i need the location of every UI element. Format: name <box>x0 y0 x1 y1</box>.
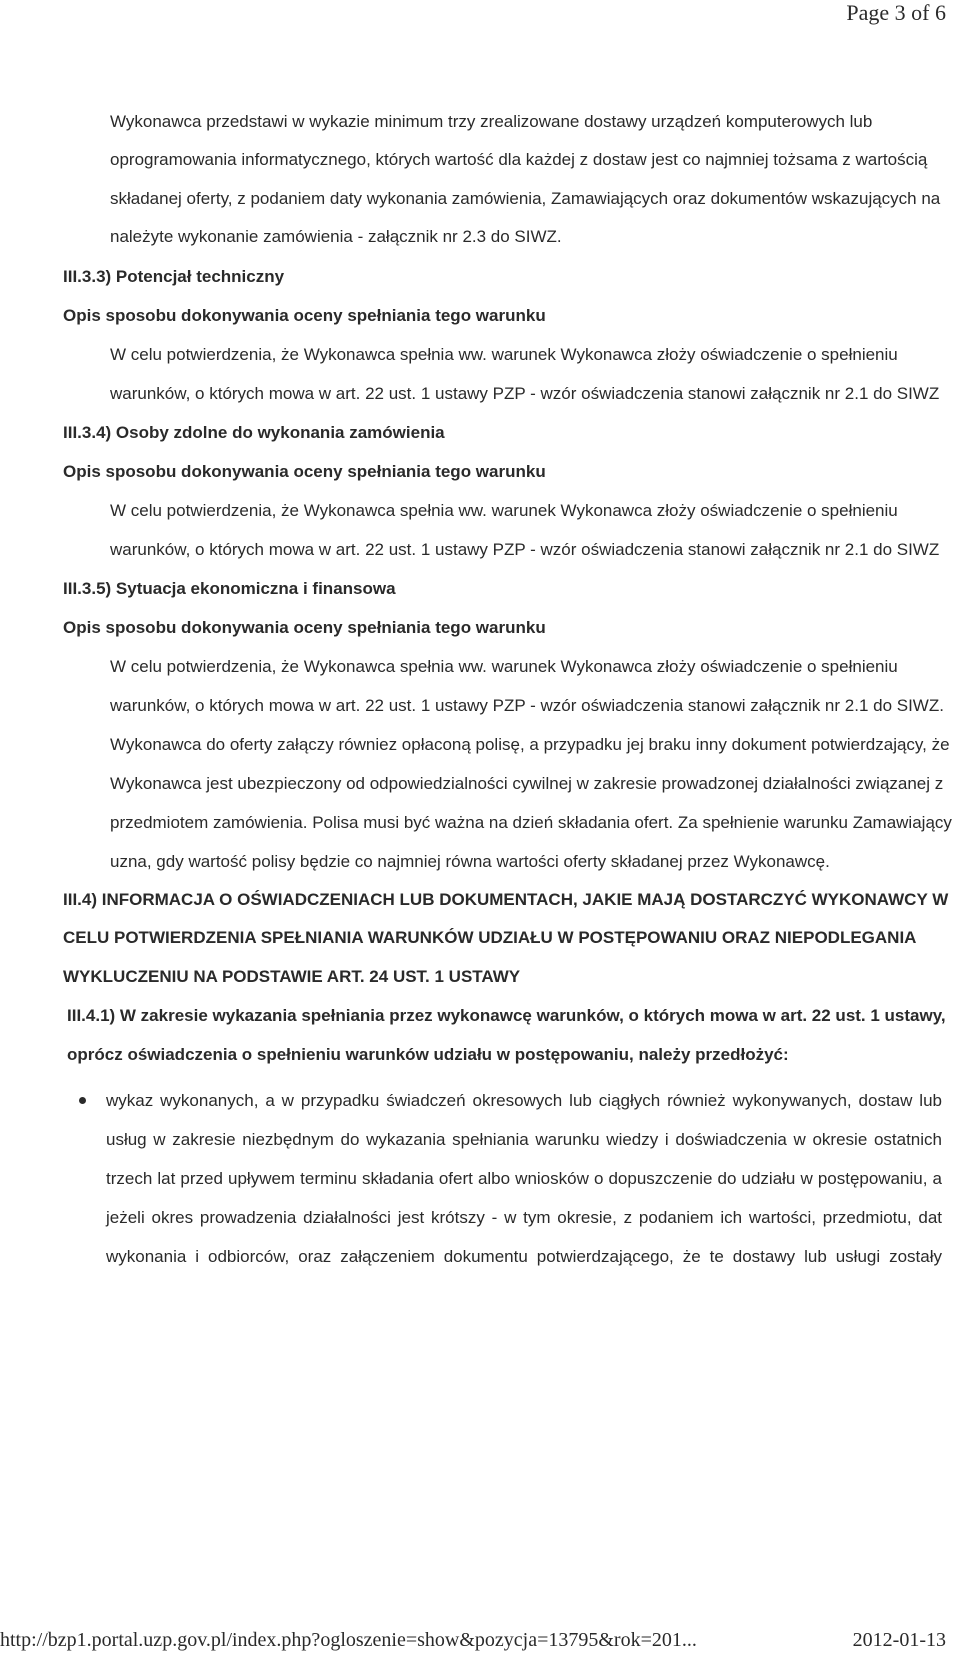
section-heading-iii-3-3: III.3.3) Potencjał techniczny <box>63 266 285 286</box>
section-subheading: Opis sposobu dokonywania oceny spełniania tego warunku <box>63 305 546 325</box>
list-item <box>63 1081 942 1276</box>
intro-paragraph: Wykonawca przedstawi w wykazie minimum trzy zrealizowane dostawy urządzeń komputerowych lub oprogramowania informatycznego, których wartość dla każdej z dostaw jest co najmniej tożsama z wartością składanej oferty, z podaniem daty wykonania zamówienia, Zamawiających oraz dokumentów wskazujących na należyte wykonanie zamówienia - załącznik nr 2.3 do SIWZ. <box>110 112 941 247</box>
section-heading-iii-4: III.4) INFORMACJA O OŚWIADCZENIACH LUB DOKUMENTACH, JAKIE MAJĄ DOSTARCZYĆ WYKONAWCY W CELU POTWIERDZENIA SPEŁNIANIA WARUNKÓW UDZIAŁU W POSTĘPOWANIU ORAZ NIEPODLEGANIA WYKLUCZENIU NA PODSTAWIE ART. 24 UST. 1 USTAWY <box>63 889 949 986</box>
page-number: Page 3 of 6 <box>846 0 946 25</box>
section-paragraph: W celu potwierdzenia, że Wykonawca spełnia ww. warunek Wykonawca złoży oświadczenie o spełnieniu warunków, o których mowa w art. 22 ust. 1 ustawy PZP - wzór oświadczenia stanowi załącznik nr 2.1 do SIWZ. Wykonawca do oferty załączy równiez opłaconą polisę, a przypadku jej braku inny dokument potwierdzający, że Wykonawca jest ubezpieczony od odpowiedzialności cywilnej w zakresie prowadzonej działalności związanej z przedmiotem zamówienia. Polisa musi być ważna na dzień składania ofert. Za spełnienie warunku Zamawiający uzna, gdy wartość polisy będzie co najmniej równa wartości oferty składanej przez Wykonawcę. <box>110 656 952 871</box>
section-heading-iii-3-4: III.3.4) Osoby zdolne do wykonania zamówienia <box>63 422 445 442</box>
list-item-text: wykaz wykonanych, a w przypadku świadczeń okresowych lub ciągłych również wykonywanych, dostaw lub usług w zakresie niezbędnym do wykazania spełniania warunku wiedzy i doświadczenia w okresie ostatnich trzech lat przed upływem terminu składania ofert albo wniosków o dopuszczenie do udziału w postępowaniu, a jeżeli okres prowadzenia działalności jest krótszy - w tym okresie, z podaniem ich wartości, przedmiotu, dat wykonania i odbiorców, oraz załączeniem dokumentu potwierdzającego, że te dostawy lub usługi zostały <box>106 1091 942 1267</box>
section-heading-iii-3-5: III.3.5) Sytuacja ekonomiczna i finansowa <box>63 578 396 598</box>
section-subheading: Opis sposobu dokonywania oceny spełniania tego warunku <box>63 461 546 481</box>
document-body <box>63 103 953 1276</box>
section-paragraph: W celu potwierdzenia, że Wykonawca spełnia ww. warunek Wykonawca złoży oświadczenie o spełnieniu warunków, o których mowa w art. 22 ust. 1 ustawy PZP - wzór oświadczenia stanowi załącznik nr 2.1 do SIWZ <box>110 344 940 403</box>
section-subheading-iii-4-1: III.4.1) W zakresie wykazania spełniania przez wykonawcę warunków, o których mowa w art. 22 ust. 1 ustawy, oprócz oświadczenia o spełnieniu warunków udziału w postępowaniu, należy przedłożyć: <box>67 1006 946 1065</box>
section-paragraph: W celu potwierdzenia, że Wykonawca spełnia ww. warunek Wykonawca złoży oświadczenie o spełnieniu warunków, o których mowa w art. 22 ust. 1 ustawy PZP - wzór oświadczenia stanowi załącznik nr 2.1 do SIWZ <box>110 500 940 559</box>
footer-url: http://bzp1.portal.uzp.gov.pl/index.php?ogloszenie=show&pozycja=13795&rok=201... <box>0 1629 697 1651</box>
section-subheading: Opis sposobu dokonywania oceny spełniania tego warunku <box>63 617 546 637</box>
footer-date: 2012-01-13 <box>852 1629 946 1651</box>
bullet-icon <box>79 1097 86 1104</box>
